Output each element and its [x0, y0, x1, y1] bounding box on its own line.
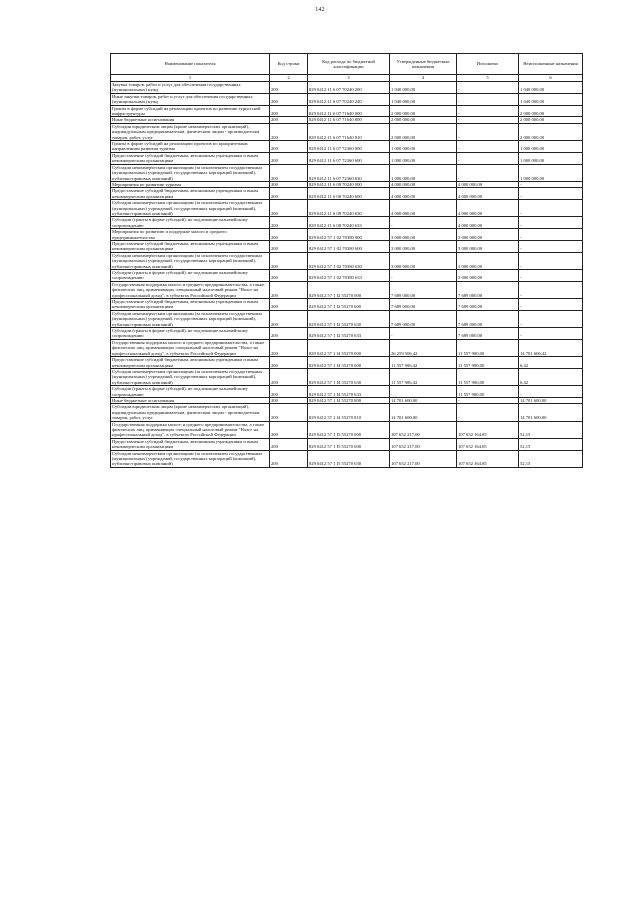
table-row	[111, 299, 583, 311]
approved-cell: 4 000 000,00	[390, 188, 457, 200]
header-unexecuted-appropriations: Неисполненные назначения	[519, 54, 583, 75]
approved-cell: 11 557 906,42	[390, 368, 457, 385]
indicator-name-cell: Иные бюджетные ассигнования	[111, 397, 270, 403]
executed-cell: -	[457, 93, 519, 105]
unexecuted-cell: -	[519, 270, 583, 282]
budget-execution-table	[110, 53, 583, 468]
table-row	[111, 217, 583, 229]
line-code-cell: 200	[270, 368, 308, 385]
line-code-cell: 200	[270, 421, 308, 438]
executed-cell: 3 000 000,00	[457, 252, 519, 269]
line-code-cell: 200	[270, 450, 308, 467]
indicator-name-cell: Закупка товаров, работ и услуг для обеспечения государственных (муниципальных) нужд	[111, 82, 270, 94]
unexecuted-cell: 52,15	[519, 421, 583, 438]
line-code-cell: 200	[270, 141, 308, 153]
approved-cell: 2 000 000,00	[390, 117, 457, 123]
budget-code-cell: 829 0412 57 1 02 70380 630	[308, 252, 390, 269]
line-code-cell: 200	[270, 397, 308, 403]
table-row	[111, 164, 583, 181]
table-row	[111, 152, 583, 164]
unexecuted-cell: 2 000 000,00	[519, 105, 583, 117]
approved-cell: 107 652 217,00	[390, 421, 457, 438]
indicator-name-cell: Субсидии некоммерческим организациям (за исключением государственных (муниципальных) учреждений, государственных корпораций (компаний), публично-правовых компаний)	[111, 164, 270, 181]
approved-cell: -	[390, 217, 457, 229]
indicator-name-cell: Государственная поддержка малого и среднего предпринимательства, а также физических лиц, применяющих специальный налоговый режим "Налог на профессиональный доход", в субъектах Российской Федерации	[111, 281, 270, 298]
unexecuted-cell: 14 701 600,00	[519, 397, 583, 403]
indicator-name-cell: Предоставление субсидий бюджетным, автономным учреждениям и иным некоммерческим организациям	[111, 152, 270, 164]
line-code-cell: 200	[270, 105, 308, 117]
column-number: 4	[390, 75, 457, 82]
approved-cell: 3 000 000,00	[390, 252, 457, 269]
table-row	[111, 93, 583, 105]
indicator-name-cell: Субсидии (гранты в форме субсидий), не подлежащие казначейскому сопровождению	[111, 328, 270, 340]
line-code-cell: 200	[270, 181, 308, 187]
executed-cell: -	[457, 152, 519, 164]
executed-cell: 107 652 164,85	[457, 421, 519, 438]
line-code-cell: 200	[270, 270, 308, 282]
approved-cell: 7 689 000,00	[390, 281, 457, 298]
budget-code-cell: 829 0412 57 1 I2 55270 630	[308, 310, 390, 327]
indicator-name-cell: Иные закупки товаров, работ и услуг для обеспечения государственных (муниципальных) нужд	[111, 93, 270, 105]
header-line-code: Код строки	[270, 54, 308, 75]
budget-code-cell: 829 0412 11 6 08 70240 633	[308, 217, 390, 229]
indicator-name-cell: Предоставление субсидий бюджетным, автономным учреждениям и иным некоммерческим организациям	[111, 299, 270, 311]
unexecuted-cell: -	[519, 252, 583, 269]
budget-code-cell: 829 0412 11 6 07 72360 000	[308, 141, 390, 153]
line-code-cell: 200	[270, 217, 308, 229]
indicator-name-cell: Гранты в форме субсидий на реализацию проектов по развитию туристской инфраструктуры	[111, 105, 270, 117]
indicator-name-cell: Предоставление субсидий бюджетным, автономным учреждениям и иным некоммерческим организациям	[111, 240, 270, 252]
indicator-name-cell: Государственная поддержка малого и среднего предпринимательства, а также физических лиц, применяющих специальный налоговый режим "Налог на профессиональный доход", в субъектах Российской Федерации	[111, 421, 270, 438]
indicator-name-cell: Мероприятия по развитию и поддержке малого и среднего предпринимательства	[111, 229, 270, 241]
budget-code-cell: 829 0412 57 1 02 70380 000	[308, 229, 390, 241]
approved-cell: 2 000 000,00	[390, 123, 457, 140]
table-body	[111, 82, 583, 468]
budget-code-cell: 829 0412 57 1 I5 55270 000	[308, 421, 390, 438]
line-code-cell: 200	[270, 328, 308, 340]
executed-cell: -	[457, 123, 519, 140]
line-code-cell: 200	[270, 164, 308, 181]
approved-cell: 107 652 217,00	[390, 438, 457, 450]
budget-code-cell: 829 0412 57 1 I4 55270 600	[308, 357, 390, 369]
header-approved-appropriations: Утвержденные бюджетные назначения	[390, 54, 457, 75]
budget-code-cell: 829 0412 11 6 07 71640 810	[308, 123, 390, 140]
table-row	[111, 252, 583, 269]
column-number: 2	[270, 75, 308, 82]
line-code-cell: 200	[270, 386, 308, 398]
unexecuted-cell: -	[519, 310, 583, 327]
table-row	[111, 438, 583, 450]
indicator-name-cell: Предоставление субсидий бюджетным, автономным учреждениям и иным некоммерческим организациям	[111, 438, 270, 450]
executed-cell: 4 000 000,00	[457, 217, 519, 229]
approved-cell: 7 689 000,00	[390, 299, 457, 311]
unexecuted-cell: -	[519, 299, 583, 311]
unexecuted-cell: 52,15	[519, 438, 583, 450]
unexecuted-cell: 1 000 000,00	[519, 152, 583, 164]
budget-code-cell: 829 0412 57 1 I2 55270 633	[308, 328, 390, 340]
budget-code-cell: 829 0412 57 1 I2 55270 600	[308, 299, 390, 311]
budget-code-cell: 829 0412 57 1 I2 55270 000	[308, 281, 390, 298]
indicator-name-cell: Субсидии (гранты в форме субсидий), не подлежащие казначейскому сопровождению	[111, 217, 270, 229]
table-row	[111, 339, 583, 356]
line-code-cell: 200	[270, 117, 308, 123]
approved-cell: 4 000 000,00	[390, 181, 457, 187]
unexecuted-cell: 2 000 000,00	[519, 123, 583, 140]
indicator-name-cell: Субсидии некоммерческим организациям (за исключением государственных (муниципальных) учреждений, государственных корпораций (компаний), публично-правовых компаний)	[111, 252, 270, 269]
table-row	[111, 188, 583, 200]
approved-cell: 3 000 000,00	[390, 229, 457, 241]
budget-code-cell: 829 0412 57 1 I4 55270 810	[308, 404, 390, 421]
approved-cell: 1 000 000,00	[390, 152, 457, 164]
line-code-cell: 200	[270, 82, 308, 94]
approved-cell: 1 000 000,00	[390, 141, 457, 153]
table-row	[111, 421, 583, 438]
executed-cell: -	[457, 105, 519, 117]
executed-cell: -	[457, 164, 519, 181]
executed-cell: -	[457, 397, 519, 403]
executed-cell: 107 652 164,85	[457, 450, 519, 467]
budget-code-cell: 829 0412 11 6 08 70240 600	[308, 188, 390, 200]
table-row	[111, 141, 583, 153]
budget-code-cell: 829 0412 11 6 07 70240 240	[308, 93, 390, 105]
line-code-cell: 200	[270, 152, 308, 164]
unexecuted-cell: 1 000 000,00	[519, 164, 583, 181]
approved-cell: -	[390, 270, 457, 282]
column-number: 6	[519, 75, 583, 82]
budget-code-cell: 829 0412 11 6 08 70240 000	[308, 181, 390, 187]
line-code-cell: 200	[270, 123, 308, 140]
indicator-name-cell: Субсидии (гранты в форме субсидий), не подлежащие казначейскому сопровождению	[111, 386, 270, 398]
indicator-name-cell: Субсидии юридическим лицам (кроме некоммерческих организаций), индивидуальным предпринимателям, физическим лицам - производителям товаров, работ, услуг	[111, 404, 270, 421]
line-code-cell: 200	[270, 281, 308, 298]
budget-code-cell: 829 0412 57 1 02 70380 600	[308, 240, 390, 252]
indicator-name-cell: Государственная поддержка малого и среднего предпринимательства, а также физических лиц, применяющих специальный налоговый режим "Налог на профессиональный доход", в субъектах Российской Федерации	[111, 339, 270, 356]
table-row	[111, 240, 583, 252]
budget-code-cell: 829 0412 11 6 07 72360 600	[308, 152, 390, 164]
executed-cell: 7 689 000,00	[457, 299, 519, 311]
unexecuted-cell: 14 701 600,00	[519, 404, 583, 421]
indicator-name-cell: Субсидии (гранты в форме субсидий), не подлежащие казначейскому сопровождению	[111, 270, 270, 282]
approved-cell: 26 259 506,42	[390, 339, 457, 356]
unexecuted-cell: 52,15	[519, 450, 583, 467]
table-row	[111, 368, 583, 385]
table-row	[111, 82, 583, 94]
column-number-row	[111, 75, 583, 82]
unexecuted-cell: 1 040 000,00	[519, 82, 583, 94]
unexecuted-cell: -	[519, 200, 583, 217]
line-code-cell: 200	[270, 299, 308, 311]
approved-cell: 4 000 000,00	[390, 200, 457, 217]
table-row	[111, 200, 583, 217]
indicator-name-cell: Субсидии некоммерческим организациям (за исключением государственных (муниципальных) учреждений, государственных корпораций (компаний), публично-правовых компаний)	[111, 200, 270, 217]
unexecuted-cell: -	[519, 328, 583, 340]
executed-cell: 7 689 000,00	[457, 310, 519, 327]
table-row	[111, 270, 583, 282]
executed-cell: 4 000 000,00	[457, 181, 519, 187]
approved-cell: -	[390, 328, 457, 340]
budget-code-cell: 829 0412 11 6 07 72360 630	[308, 164, 390, 181]
line-code-cell: 200	[270, 438, 308, 450]
executed-cell: 3 000 000,00	[457, 270, 519, 282]
line-code-cell: 200	[270, 200, 308, 217]
executed-cell: -	[457, 141, 519, 153]
line-code-cell: 200	[270, 188, 308, 200]
executed-cell: 11 557 900,00	[457, 357, 519, 369]
unexecuted-cell: -	[519, 188, 583, 200]
budget-code-cell: 829 0412 11 6 08 70240 630	[308, 200, 390, 217]
unexecuted-cell: -	[519, 217, 583, 229]
table-row	[111, 328, 583, 340]
page-number: 142	[315, 7, 325, 13]
line-code-cell: 200	[270, 240, 308, 252]
indicator-name-cell: Мероприятия по развитию туризма	[111, 181, 270, 187]
table-header-row	[111, 54, 583, 75]
unexecuted-cell: -	[519, 386, 583, 398]
executed-cell: 11 557 900,00	[457, 368, 519, 385]
table-row	[111, 404, 583, 421]
line-code-cell: 200	[270, 93, 308, 105]
executed-cell: 7 689 000,00	[457, 281, 519, 298]
budget-code-cell: 829 0412 11 6 07 71640 000	[308, 105, 390, 117]
approved-cell: 7 689 000,00	[390, 310, 457, 327]
line-code-cell: 200	[270, 339, 308, 356]
line-code-cell: 200	[270, 404, 308, 421]
approved-cell: 1 000 000,00	[390, 164, 457, 181]
executed-cell: 4 000 000,00	[457, 188, 519, 200]
header-indicator-name: Наименование показателя	[111, 54, 270, 75]
table-row	[111, 386, 583, 398]
budget-code-cell: 829 0412 57 1 02 70380 633	[308, 270, 390, 282]
line-code-cell: 200	[270, 229, 308, 241]
table-row	[111, 123, 583, 140]
approved-cell: 14 701 600,00	[390, 397, 457, 403]
budget-code-cell: 829 0412 57 1 I4 55270 000	[308, 339, 390, 356]
column-number: 1	[111, 75, 270, 82]
unexecuted-cell: 6,42	[519, 368, 583, 385]
executed-cell: 11 557 900,00	[457, 386, 519, 398]
unexecuted-cell: 6,42	[519, 357, 583, 369]
executed-cell: -	[457, 82, 519, 94]
unexecuted-cell: -	[519, 240, 583, 252]
table-row	[111, 105, 583, 117]
header-budget-classification-code: Код расхода по бюджетной классификации	[308, 54, 390, 75]
unexecuted-cell: -	[519, 229, 583, 241]
approved-cell: 1 040 000,00	[390, 93, 457, 105]
table-row	[111, 357, 583, 369]
line-code-cell: 200	[270, 252, 308, 269]
table-row	[111, 229, 583, 241]
indicator-name-cell: Гранты в форме субсидий на реализацию проектов по приоритетным направлениям развития туризма	[111, 141, 270, 153]
approved-cell: 3 000 000,00	[390, 240, 457, 252]
executed-cell: -	[457, 117, 519, 123]
budget-code-cell: 829 0412 57 1 I4 55270 630	[308, 368, 390, 385]
executed-cell: 3 000 000,00	[457, 229, 519, 241]
indicator-name-cell: Иные бюджетные ассигнования	[111, 117, 270, 123]
header-executed: Исполнено	[457, 54, 519, 75]
indicator-name-cell: Субсидии некоммерческим организациям (за исключением государственных (муниципальных) учреждений, государственных корпораций (компаний), публично-правовых компаний)	[111, 450, 270, 467]
unexecuted-cell: -	[519, 181, 583, 187]
indicator-name-cell: Предоставление субсидий бюджетным, автономным учреждениям и иным некоммерческим организациям	[111, 357, 270, 369]
table-row	[111, 281, 583, 298]
budget-code-cell: 829 0412 57 1 I5 55270 630	[308, 450, 390, 467]
line-code-cell: 200	[270, 310, 308, 327]
executed-cell: 3 000 000,00	[457, 240, 519, 252]
unexecuted-cell: 1 000 000,00	[519, 141, 583, 153]
approved-cell: 11 557 906,42	[390, 357, 457, 369]
approved-cell: 1 040 000,00	[390, 82, 457, 94]
indicator-name-cell: Субсидии юридическим лицам (кроме некоммерческих организаций), индивидуальным предпринимателям, физическим лицам - производителям товаров, работ, услуг	[111, 123, 270, 140]
executed-cell: 4 000 000,00	[457, 200, 519, 217]
budget-code-cell: 829 0412 11 6 07 70240 200	[308, 82, 390, 94]
column-number: 3	[308, 75, 390, 82]
approved-cell: 2 000 000,00	[390, 105, 457, 117]
approved-cell: 14 701 600,00	[390, 404, 457, 421]
indicator-name-cell: Субсидии некоммерческим организациям (за исключением государственных (муниципальных) учреждений, государственных корпораций (компаний), публично-правовых компаний)	[111, 368, 270, 385]
approved-cell: 107 652 217,00	[390, 450, 457, 467]
executed-cell: -	[457, 404, 519, 421]
unexecuted-cell: -	[519, 281, 583, 298]
unexecuted-cell: 2 000 000,00	[519, 117, 583, 123]
executed-cell: 11 557 900,00	[457, 339, 519, 356]
budget-code-cell: 829 0412 57 1 I4 55270 633	[308, 386, 390, 398]
unexecuted-cell: 14 701 606,42	[519, 339, 583, 356]
table-row	[111, 450, 583, 467]
column-number: 5	[457, 75, 519, 82]
indicator-name-cell: Предоставление субсидий бюджетным, автономным учреждениям и иным некоммерческим организациям	[111, 188, 270, 200]
indicator-name-cell: Субсидии некоммерческим организациям (за исключением государственных (муниципальных) учреждений, государственных корпораций (компаний), публично-правовых компаний)	[111, 310, 270, 327]
budget-code-cell: 829 0412 11 6 07 71640 800	[308, 117, 390, 123]
approved-cell: -	[390, 386, 457, 398]
budget-code-cell: 829 0412 57 1 I5 55270 600	[308, 438, 390, 450]
executed-cell: 7 689 000,00	[457, 328, 519, 340]
line-code-cell: 200	[270, 357, 308, 369]
executed-cell: 107 652 164,85	[457, 438, 519, 450]
unexecuted-cell: 1 040 000,00	[519, 93, 583, 105]
table-row	[111, 310, 583, 327]
budget-code-cell: 829 0412 57 1 I4 55270 800	[308, 397, 390, 403]
